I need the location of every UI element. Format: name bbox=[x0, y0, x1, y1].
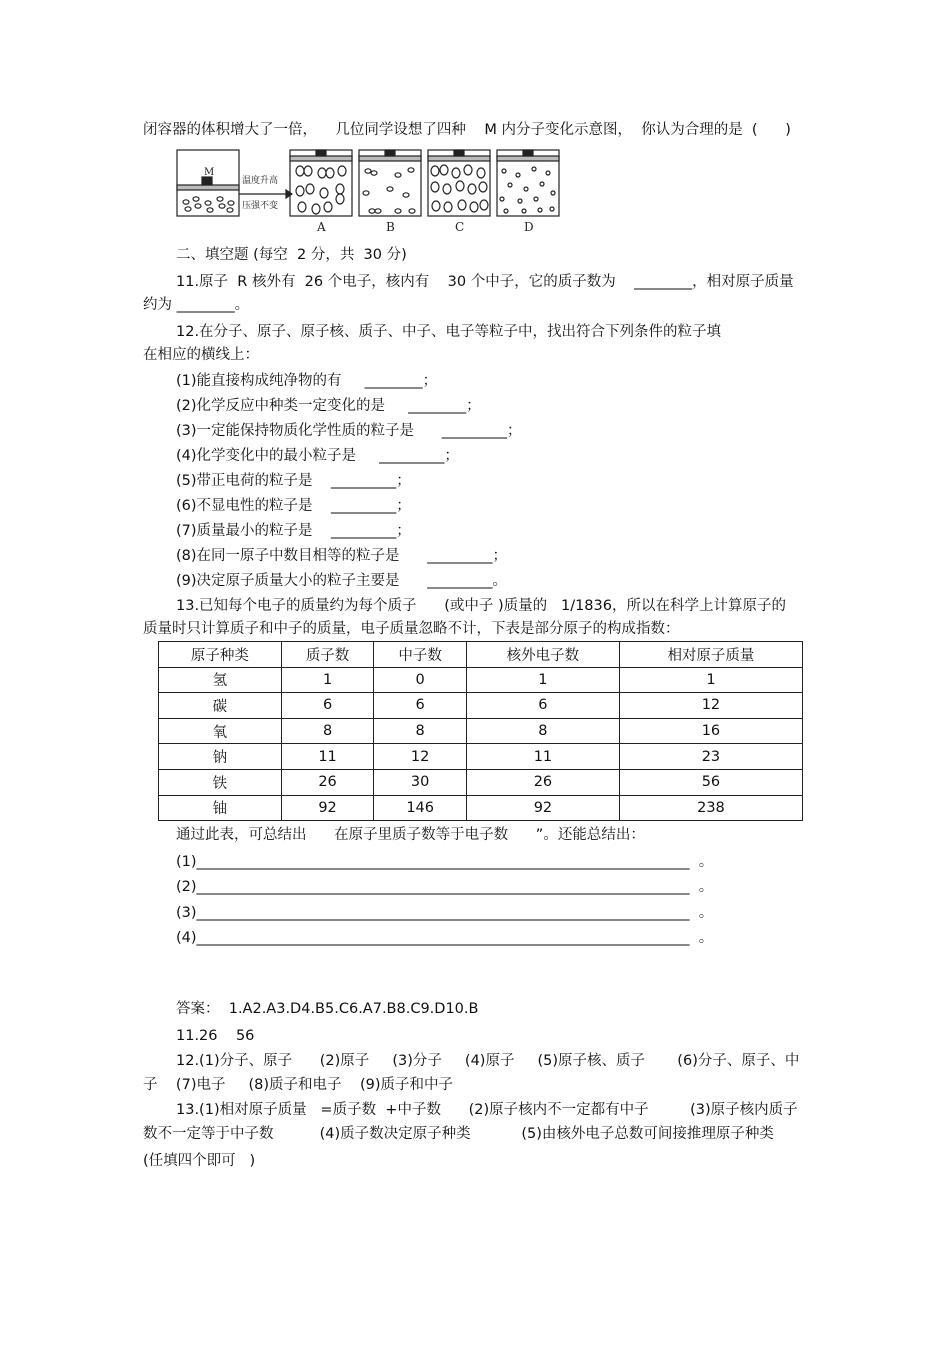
piston bbox=[177, 185, 239, 190]
table-header: 原子种类 bbox=[159, 642, 282, 668]
q13-blank-2: (2)____________________________________________________________________ 。 bbox=[176, 879, 714, 895]
q13-blank-4: (4)____________________________________________________________________ 。 bbox=[176, 930, 714, 946]
arrow-label-1: 温度升高 bbox=[242, 176, 279, 186]
q11-line1: 11.原子 R 核外有 26 个电子，核内有 30 个中子，它的质子数为 ________，相对原子质量 bbox=[176, 274, 794, 290]
table-cell: 6 bbox=[374, 693, 467, 719]
q12-item-9: (9)决定原子质量大小的粒子主要是 _________。 bbox=[176, 573, 507, 589]
table-cell: 16 bbox=[619, 718, 802, 744]
q12-item-8: (8)在同一原子中数目相等的粒子是 _________； bbox=[176, 548, 507, 564]
answer-line-6: 数不一定等于中子数 (4)质子数决定原子种类 (5)由核外电子总数可间接推理原子种类 bbox=[143, 1126, 774, 1142]
q13-blank-3: (3)____________________________________________________________________ 。 bbox=[176, 905, 714, 921]
option-d: D bbox=[524, 220, 534, 234]
table-cell: 8 bbox=[466, 718, 619, 744]
table-cell: 1 bbox=[466, 667, 619, 693]
table-row bbox=[159, 744, 803, 770]
q12-item-6: (6)不显电性的粒子是 _________； bbox=[176, 498, 411, 514]
q12-line2: 在相应的横线上： bbox=[143, 347, 259, 363]
option-a: A bbox=[317, 220, 326, 234]
table-cell: 26 bbox=[281, 769, 374, 795]
q13-after: 通过此表，可总结出 在原子里质子数等于电子数 ”。还能总结出： bbox=[176, 827, 645, 843]
q10-stem: 闭容器的体积增大了一倍， 几位同学设想了四种 M 内分子变化示意图， 你认为合理的是 ( ) bbox=[143, 122, 791, 138]
q12-item-4: (4)化学变化中的最小粒子是 _________； bbox=[176, 448, 459, 464]
q12-item-2: (2)化学反应中种类一定变化的是 ________； bbox=[176, 398, 481, 414]
table-cell: 146 bbox=[374, 795, 467, 821]
answer-line-1: 答案： 1.A2.A3.D4.B5.C6.A7.B8.C9.D10.B bbox=[176, 1001, 479, 1017]
table-cell: 氧 bbox=[159, 718, 282, 744]
table-row bbox=[159, 769, 803, 795]
option-c: C bbox=[455, 220, 465, 234]
table-header-row bbox=[159, 642, 803, 668]
answer-line-4: 子 (7)电子 (8)质子和电子 (9)质子和中子 bbox=[143, 1077, 454, 1093]
answer-line-3: 12.(1)分子、原子 (2)原子 (3)分子 (4)原子 (5)原子核、质子 (6)分子、原子、中 bbox=[176, 1053, 800, 1069]
table-cell: 26 bbox=[466, 769, 619, 795]
option-b: B bbox=[386, 220, 395, 234]
answer-line-7: (任填四个即可 ) bbox=[143, 1153, 256, 1169]
table-cell: 铀 bbox=[159, 795, 282, 821]
table-cell: 1 bbox=[281, 667, 374, 693]
table-header: 核外电子数 bbox=[466, 642, 619, 668]
table-cell: 碳 bbox=[159, 693, 282, 719]
atom-composition-table bbox=[158, 641, 803, 821]
q13-blank-1: (1)____________________________________________________________________ 。 bbox=[176, 854, 714, 870]
table-cell: 铁 bbox=[159, 769, 282, 795]
arrow-label-2: 压强不变 bbox=[242, 201, 279, 211]
answer-line-2: 11.26 56 bbox=[176, 1028, 255, 1044]
q12-item-1: (1)能直接构成纯净物的有 ________； bbox=[176, 373, 438, 389]
table-cell: 8 bbox=[281, 718, 374, 744]
table-cell: 238 bbox=[619, 795, 802, 821]
table-header: 中子数 bbox=[374, 642, 467, 668]
table-cell: 92 bbox=[281, 795, 374, 821]
q12-item-7: (7)质量最小的粒子是 _________； bbox=[176, 523, 411, 539]
table-row bbox=[159, 693, 803, 719]
table-row bbox=[159, 718, 803, 744]
q11-line2: 约为 ________。 bbox=[143, 297, 250, 313]
table-cell: 氢 bbox=[159, 667, 282, 693]
q13-line2: 质量时只计算质子和中子的质量，电子质量忽略不计，下表是部分原子的构成指数： bbox=[143, 621, 680, 637]
table-cell: 12 bbox=[374, 744, 467, 770]
answer-line-5: 13.(1)相对原子质量 =质子数 +中子数 (2)原子核内不一定都有中子 (3)原子核内质子 bbox=[176, 1102, 798, 1118]
table-row bbox=[159, 795, 803, 821]
table-cell: 23 bbox=[619, 744, 802, 770]
q12-item-5: (5)带正电荷的粒子是 _________； bbox=[176, 473, 411, 489]
table-header: 质子数 bbox=[281, 642, 374, 668]
table-header: 相对原子质量 bbox=[619, 642, 802, 668]
q13-line1: 13.已知每个电子的质量约为每个质子 (或中子 )质量的 1/1836，所以在科学上计算原子的 bbox=[176, 598, 786, 614]
table-cell: 6 bbox=[466, 693, 619, 719]
table-cell: 92 bbox=[466, 795, 619, 821]
q12-line1: 12.在分子、原子、原子核、质子、中子、电子等粒子中，找出符合下列条件的粒子填 bbox=[176, 324, 722, 340]
table-cell: 1 bbox=[619, 667, 802, 693]
table-cell: 11 bbox=[466, 744, 619, 770]
table-cell: 0 bbox=[374, 667, 467, 693]
table-cell: 11 bbox=[281, 744, 374, 770]
section-2-title: 二、填空题 (每空 2 分，共 30 分) bbox=[176, 247, 407, 263]
table-cell: 8 bbox=[374, 718, 467, 744]
table-cell: 12 bbox=[619, 693, 802, 719]
table-cell: 钠 bbox=[159, 744, 282, 770]
q12-item-3: (3)一定能保持物质化学性质的粒子是 _________； bbox=[176, 423, 522, 439]
table-cell: 30 bbox=[374, 769, 467, 795]
table-cell: 56 bbox=[619, 769, 802, 795]
table-row bbox=[159, 667, 803, 693]
molecule-diagram bbox=[176, 149, 560, 235]
table-cell: 6 bbox=[281, 693, 374, 719]
container-m-label: M bbox=[204, 167, 215, 178]
